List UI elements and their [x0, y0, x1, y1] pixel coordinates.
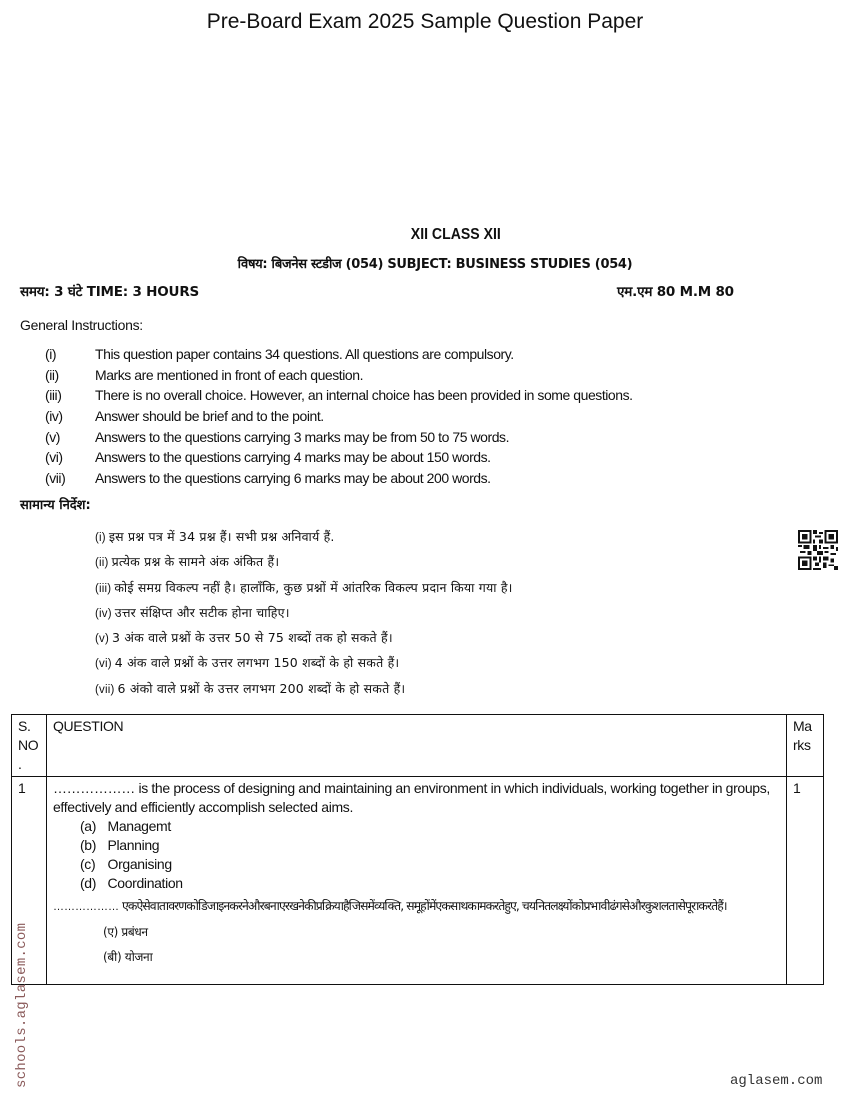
side-watermark: schools.aglasem.com: [14, 922, 30, 1088]
general-instructions-title: General Instructions:: [20, 317, 143, 333]
instruction-item: [45, 367, 633, 388]
instruction-text: Answer should be brief and to the point.: [95, 408, 324, 425]
option-text: Organising: [107, 856, 172, 872]
column-header-sno: S. NO .: [12, 715, 47, 777]
instruction-item: [45, 470, 633, 491]
option-text: Managemt: [107, 818, 171, 834]
hindi-instruction-item: [95, 629, 513, 654]
option-label: (c): [80, 856, 96, 872]
instruction-number: (iv): [95, 607, 112, 620]
option-item: [80, 855, 780, 874]
instruction-number: (ii): [95, 557, 109, 570]
instruction-number: (iv): [45, 408, 63, 425]
instruction-text: प्रत्येक प्रश्न के सामने अंक अंकित हैं।: [111, 554, 280, 570]
question-cell: [47, 777, 787, 985]
option-label: (a): [80, 818, 97, 834]
hindi-instruction-item: [95, 680, 513, 705]
option-item-hindi: (बी) योजना: [103, 950, 153, 964]
hindi-instruction-item: [95, 579, 513, 604]
option-text: Coordination: [107, 875, 183, 891]
question-hindi-body: एकऐसेवातावरणकोडिजाइनकरनेऔरबनाएरखनेकीप्रक्रियाहैजिसमेंव्यक्ति, समूहोंमेंएकसाथकामकरतेहुए, चयनितलक्ष्योंकोप्रभावीढंगसेऔरकुशलतासेपूराकरतेहैं।: [122, 899, 727, 913]
instruction-number: (i): [45, 346, 57, 362]
instruction-text: Answers to the questions carrying 6 marks may be about 200 words.: [95, 470, 491, 487]
options-list: [53, 817, 780, 893]
instruction-number: (v): [45, 428, 60, 445]
hindi-instruction-item: [95, 654, 513, 679]
footer-watermark: aglasem.com: [730, 1073, 823, 1089]
instruction-text: 6 अंको वाले प्रश्नों के उत्तर लगभग 200 शब्दों के हो सकते हैं।: [117, 680, 406, 696]
option-item-hindi: (ए) प्रबंधन: [103, 925, 148, 939]
questions-table: [11, 714, 824, 985]
instruction-text: 3 अंक वाले प्रश्नों के उत्तर 50 से 75 शब्दों तक हो सकते हैं।: [112, 630, 393, 646]
subject-heading: विषय: बिजनेस स्टडीज (054) SUBJECT: BUSINESS STUDIES (054): [237, 257, 633, 272]
option-item: [80, 836, 780, 855]
instruction-text: This question paper contains 34 questions. All questions are compulsory.: [95, 346, 514, 362]
instruction-text: उत्तर संक्षिप्त और सटीक होना चाहिए।: [114, 604, 290, 620]
instruction-item: [45, 449, 633, 470]
hindi-instruction-item: [95, 604, 513, 629]
page-header-title: Pre-Board Exam 2025 Sample Question Paper: [206, 10, 644, 33]
instruction-number: (vii): [95, 683, 115, 696]
instruction-number: (vi): [45, 449, 63, 466]
table-header-row: [12, 715, 824, 777]
question-text: ……………… is the process of designing and maintaining an environment in which individuals, working together in groups, effectively and efficiently accomplish selected aims.: [53, 780, 770, 815]
time-allowed: समय: 3 घंटे TIME: 3 HOURS: [20, 284, 200, 300]
option-text: Planning: [107, 837, 160, 853]
option-item: [80, 817, 780, 836]
question-marks: 1: [787, 777, 824, 985]
hindi-instructions-title: सामान्य निर्देश:: [20, 498, 91, 513]
option-label: (b): [80, 837, 97, 853]
maximum-marks: एम.एम 80 M.M 80: [617, 284, 734, 300]
instruction-number: (vi): [95, 658, 112, 671]
instruction-text: Answers to the questions carrying 4 marks may be about 150 words.: [95, 449, 491, 466]
instruction-text: इस प्रश्न पत्र में 34 प्रश्न हैं। सभी प्रश्न अनिवार्य हैं.: [108, 529, 335, 544]
question-number: 1: [12, 777, 47, 985]
instruction-text: 4 अंक वाले प्रश्नों के उत्तर लगभग 150 शब्दों के हो सकते हैं।: [114, 655, 400, 671]
option-item: [80, 874, 780, 893]
instruction-number: (vii): [45, 470, 66, 487]
table-row: [12, 777, 824, 985]
hindi-instruction-item: [95, 553, 513, 578]
hindi-instructions-list: [95, 528, 513, 705]
instruction-item: [45, 408, 633, 429]
instruction-number: (ii): [45, 366, 59, 383]
instruction-text: There is no overall choice. However, an internal choice has been provided in some questions.: [95, 387, 633, 404]
instruction-item: [45, 346, 633, 367]
column-header-question: QUESTION: [47, 715, 787, 777]
blank-placeholder: ………………: [53, 901, 119, 913]
question-text-hindi: [53, 896, 780, 918]
instruction-item: [45, 429, 633, 450]
option-label: (d): [80, 875, 97, 891]
instruction-number: (v): [95, 633, 110, 646]
instruction-number: (iii): [45, 387, 62, 404]
class-heading: XII CLASS XII: [410, 226, 501, 243]
instruction-text: कोई समग्र विकल्प नहीं है। हालाँकि, कुछ प्रश्नों में आंतरिक विकल्प प्रदान किया गया है।: [114, 579, 513, 595]
qr-code-icon: [798, 530, 838, 570]
instruction-text: Answers to the questions carrying 3 marks may be from 50 to 75 words.: [95, 428, 510, 445]
options-list-hindi: [53, 920, 780, 970]
instruction-item: [45, 387, 633, 408]
column-header-marks: Ma rks: [787, 715, 824, 777]
general-instructions-list: [45, 346, 633, 491]
instruction-text: Marks are mentioned in front of each question.: [95, 366, 364, 383]
hindi-instruction-item: [95, 528, 513, 553]
instruction-number: (iii): [95, 582, 112, 595]
instruction-number: (i): [95, 532, 106, 544]
